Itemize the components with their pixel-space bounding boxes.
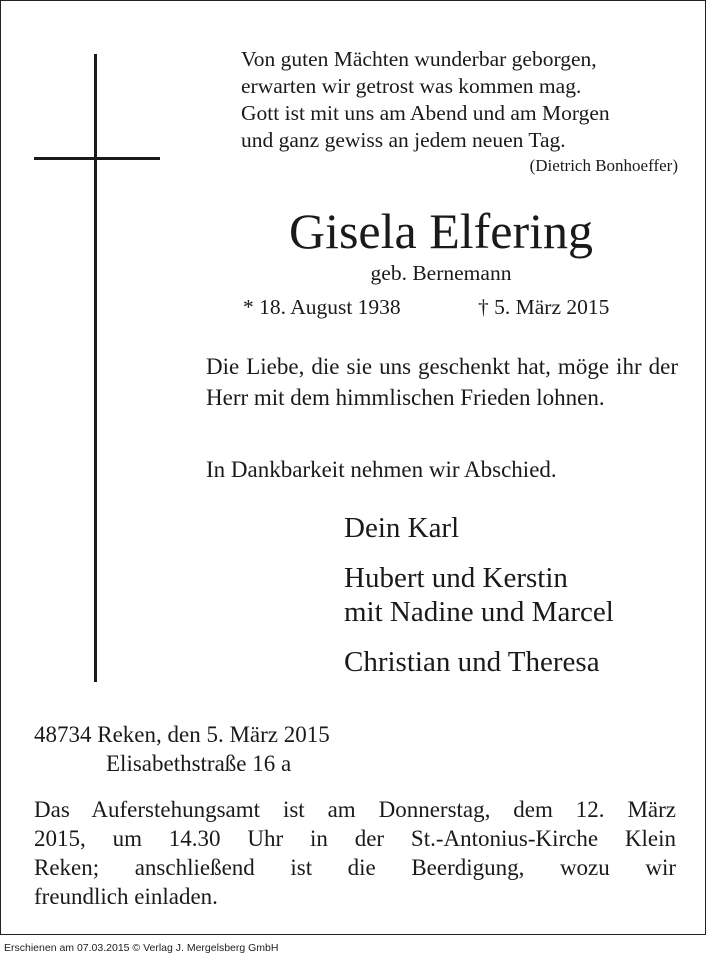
quote-line: erwarten wir getrost was kommen mag. [241, 74, 582, 98]
footer-text: Erschienen am 07.03.2015 © Verlag J. Mergelsberg GmbH [4, 942, 279, 954]
birth-date: * 18. August 1938 [243, 295, 401, 319]
quote-author: (Dietrich Bonhoeffer) [529, 156, 678, 175]
mourner-line: Dein Karl [344, 512, 460, 544]
address-block [34, 720, 330, 778]
cross-icon-horizontal [34, 157, 160, 160]
mourner-line: Christian und Theresa [344, 646, 600, 678]
farewell-text: In Dankbarkeit nehmen wir Abschied. [206, 457, 557, 482]
street-address: Elisabethstraße 16 a [106, 751, 292, 776]
quote-line: und ganz gewiss an jedem neuen Tag. [241, 128, 566, 152]
quote-line: Von guten Mächten wunderbar geborgen, [241, 47, 597, 71]
service-line: Reken; anschließend ist die Beerdigung, wozu wir [34, 855, 676, 880]
deceased-name: Gisela Elfering [288, 203, 594, 259]
place-date: 48734 Reken, den 5. März 2015 [34, 722, 330, 747]
service-line: 2015, um 14.30 Uhr in der St.-Antonius-Kirche Klein [34, 826, 676, 851]
death-date: † 5. März 2015 [478, 295, 610, 319]
quote-line: Gott ist mit uns am Abend und am Morgen [241, 101, 610, 125]
cross-icon-vertical [94, 54, 97, 682]
memorial-message: Die Liebe, die sie uns geschenkt hat, möge ihr der Herr mit dem himmlischen Frieden lohnen. [206, 354, 678, 410]
mourners-list [344, 511, 684, 679]
service-line: Das Auferstehungsamt ist am Donnerstag, dem 12. März [34, 797, 676, 822]
service-line: freundlich einladen. [34, 884, 218, 909]
mourner-line: Hubert und Kerstin [344, 562, 568, 594]
funeral-service-info [34, 795, 676, 911]
bonhoeffer-quote [241, 46, 681, 177]
maiden-name: geb. Bernemann [370, 261, 512, 285]
publication-footer [0, 936, 708, 959]
mourner-line: mit Nadine und Marcel [344, 596, 614, 628]
